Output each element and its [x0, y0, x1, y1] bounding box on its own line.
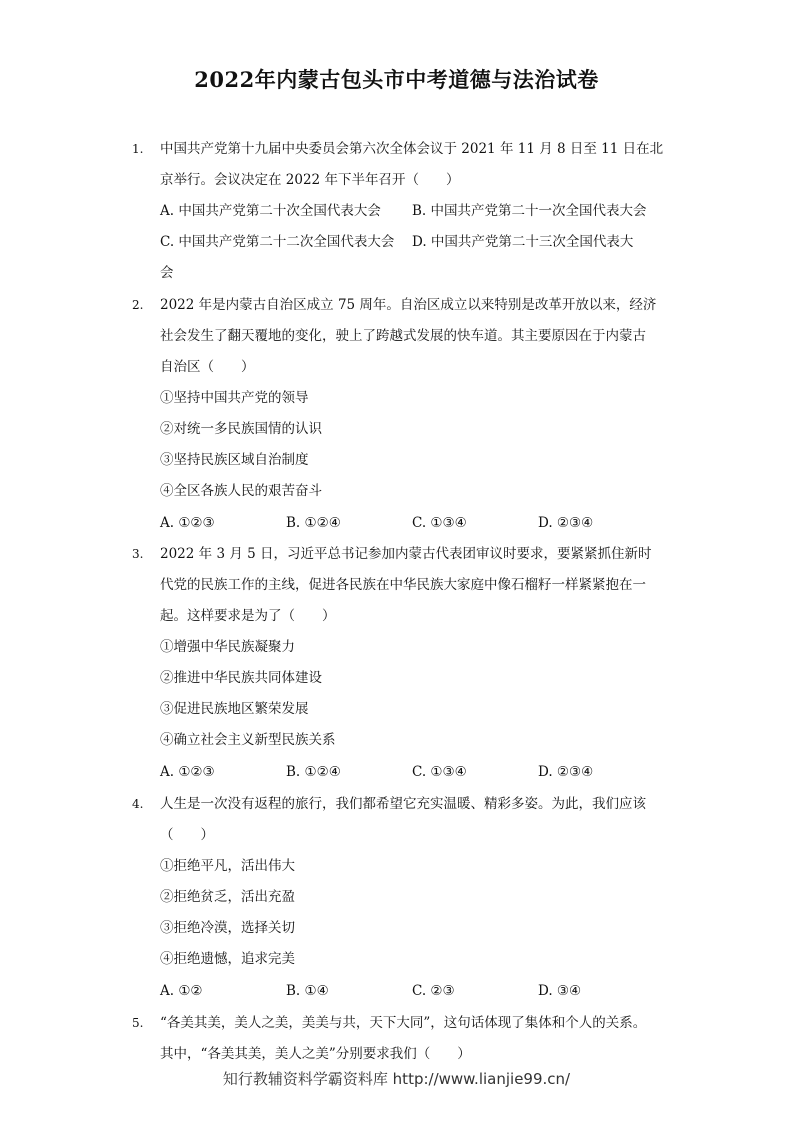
statement-item: ③促进民族地区繁荣发展 — [160, 701, 309, 717]
statement-item: ②推进中华民族共同体建设 — [160, 670, 322, 686]
option-a: A. ①②③ — [160, 515, 215, 531]
question-text: 其中，“各美其美，美人之美”分别要求我们（ ） — [160, 1046, 471, 1062]
option-b: B. ①②④ — [286, 515, 341, 531]
option-c: C. 中国共产党第二十二次全国代表大会 — [160, 234, 395, 250]
question-number: 3. — [132, 547, 144, 561]
option-d-wrap: 会 — [160, 265, 174, 281]
statement-item: ①拒绝平凡，活出伟大 — [160, 858, 295, 874]
option-d: D. ③④ — [538, 983, 582, 999]
footer-watermark: 知行教辅资料学霸资料库 http://www.lianjie99.cn/ — [222, 1070, 571, 1088]
option-b: B. ①④ — [286, 983, 329, 999]
option-b: B. ①②④ — [286, 764, 341, 780]
option-b: B. 中国共产党第二十一次全国代表大会 — [412, 203, 647, 219]
statement-item: ②拒绝贫乏，活出充盈 — [160, 889, 295, 905]
question-text: “各美其美，美人之美，美美与共，天下大同”，这句话体现了集体和个人的关系。 — [160, 1015, 647, 1031]
statement-item: ④拒绝遗憾，追求完美 — [160, 951, 295, 967]
statement-item: ①坚持中国共产党的领导 — [160, 390, 309, 406]
paper-title: 2022年内蒙古包头市中考道德与法治试卷 — [194, 67, 599, 92]
statement-item: ③坚持民族区域自治制度 — [160, 452, 309, 468]
option-a: A. 中国共产党第二十次全国代表大会 — [160, 203, 381, 219]
option-c: C. ②③ — [412, 983, 455, 999]
question-text: 起。这样要求是为了（ ） — [160, 608, 336, 624]
option-c: C. ①③④ — [412, 515, 467, 531]
question-text: 自治区（ ） — [160, 359, 255, 375]
statement-item: ①增强中华民族凝聚力 — [160, 639, 295, 655]
question-number: 4. — [132, 797, 144, 811]
option-a: A. ①②③ — [160, 764, 215, 780]
statement-item: ②对统一多民族国情的认识 — [160, 421, 322, 437]
question-text: 2022 年 3 月 5 日，习近平总书记参加内蒙古代表团审议时要求，要紧紧抓住新时 — [160, 546, 652, 562]
statement-item: ④全区各族人民的艰苦奋斗 — [160, 483, 322, 499]
question-text: （ ） — [160, 827, 214, 843]
question-number: 5. — [132, 1016, 144, 1030]
question-text: 2022 年是内蒙古自治区成立 75 周年。自治区成立以来特别是改革开放以来，经济 — [160, 297, 657, 313]
statement-item: ④确立社会主义新型民族关系 — [160, 732, 336, 748]
question-number: 2. — [132, 298, 144, 312]
option-d: D. ②③④ — [538, 764, 594, 780]
question-text: 中国共产党第十九届中央委员会第六次全体会议于 2021 年 11 月 8 日至 11 日在北 — [160, 141, 664, 157]
option-a: A. ①② — [160, 983, 203, 999]
option-c: C. ①③④ — [412, 764, 467, 780]
statement-item: ③拒绝冷漠，选择关切 — [160, 920, 295, 936]
question-text: 代党的民族工作的主线，促进各民族在中华民族大家庭中像石榴籽一样紧紧抱在一 — [160, 577, 646, 593]
option-d: D. ②③④ — [538, 515, 594, 531]
question-number: 1. — [132, 142, 144, 156]
question-text: 京举行。会议决定在 2022 年下半年召开（ ） — [160, 172, 460, 188]
question-text: 社会发生了翻天覆地的变化，驶上了跨越式发展的快车道。其主要原因在于内蒙古 — [160, 328, 646, 344]
question-text: 人生是一次没有返程的旅行，我们都希望它充实温暖、精彩多姿。为此，我们应该 — [160, 796, 646, 812]
option-d: D. 中国共产党第二十三次全国代表大 — [412, 234, 634, 250]
